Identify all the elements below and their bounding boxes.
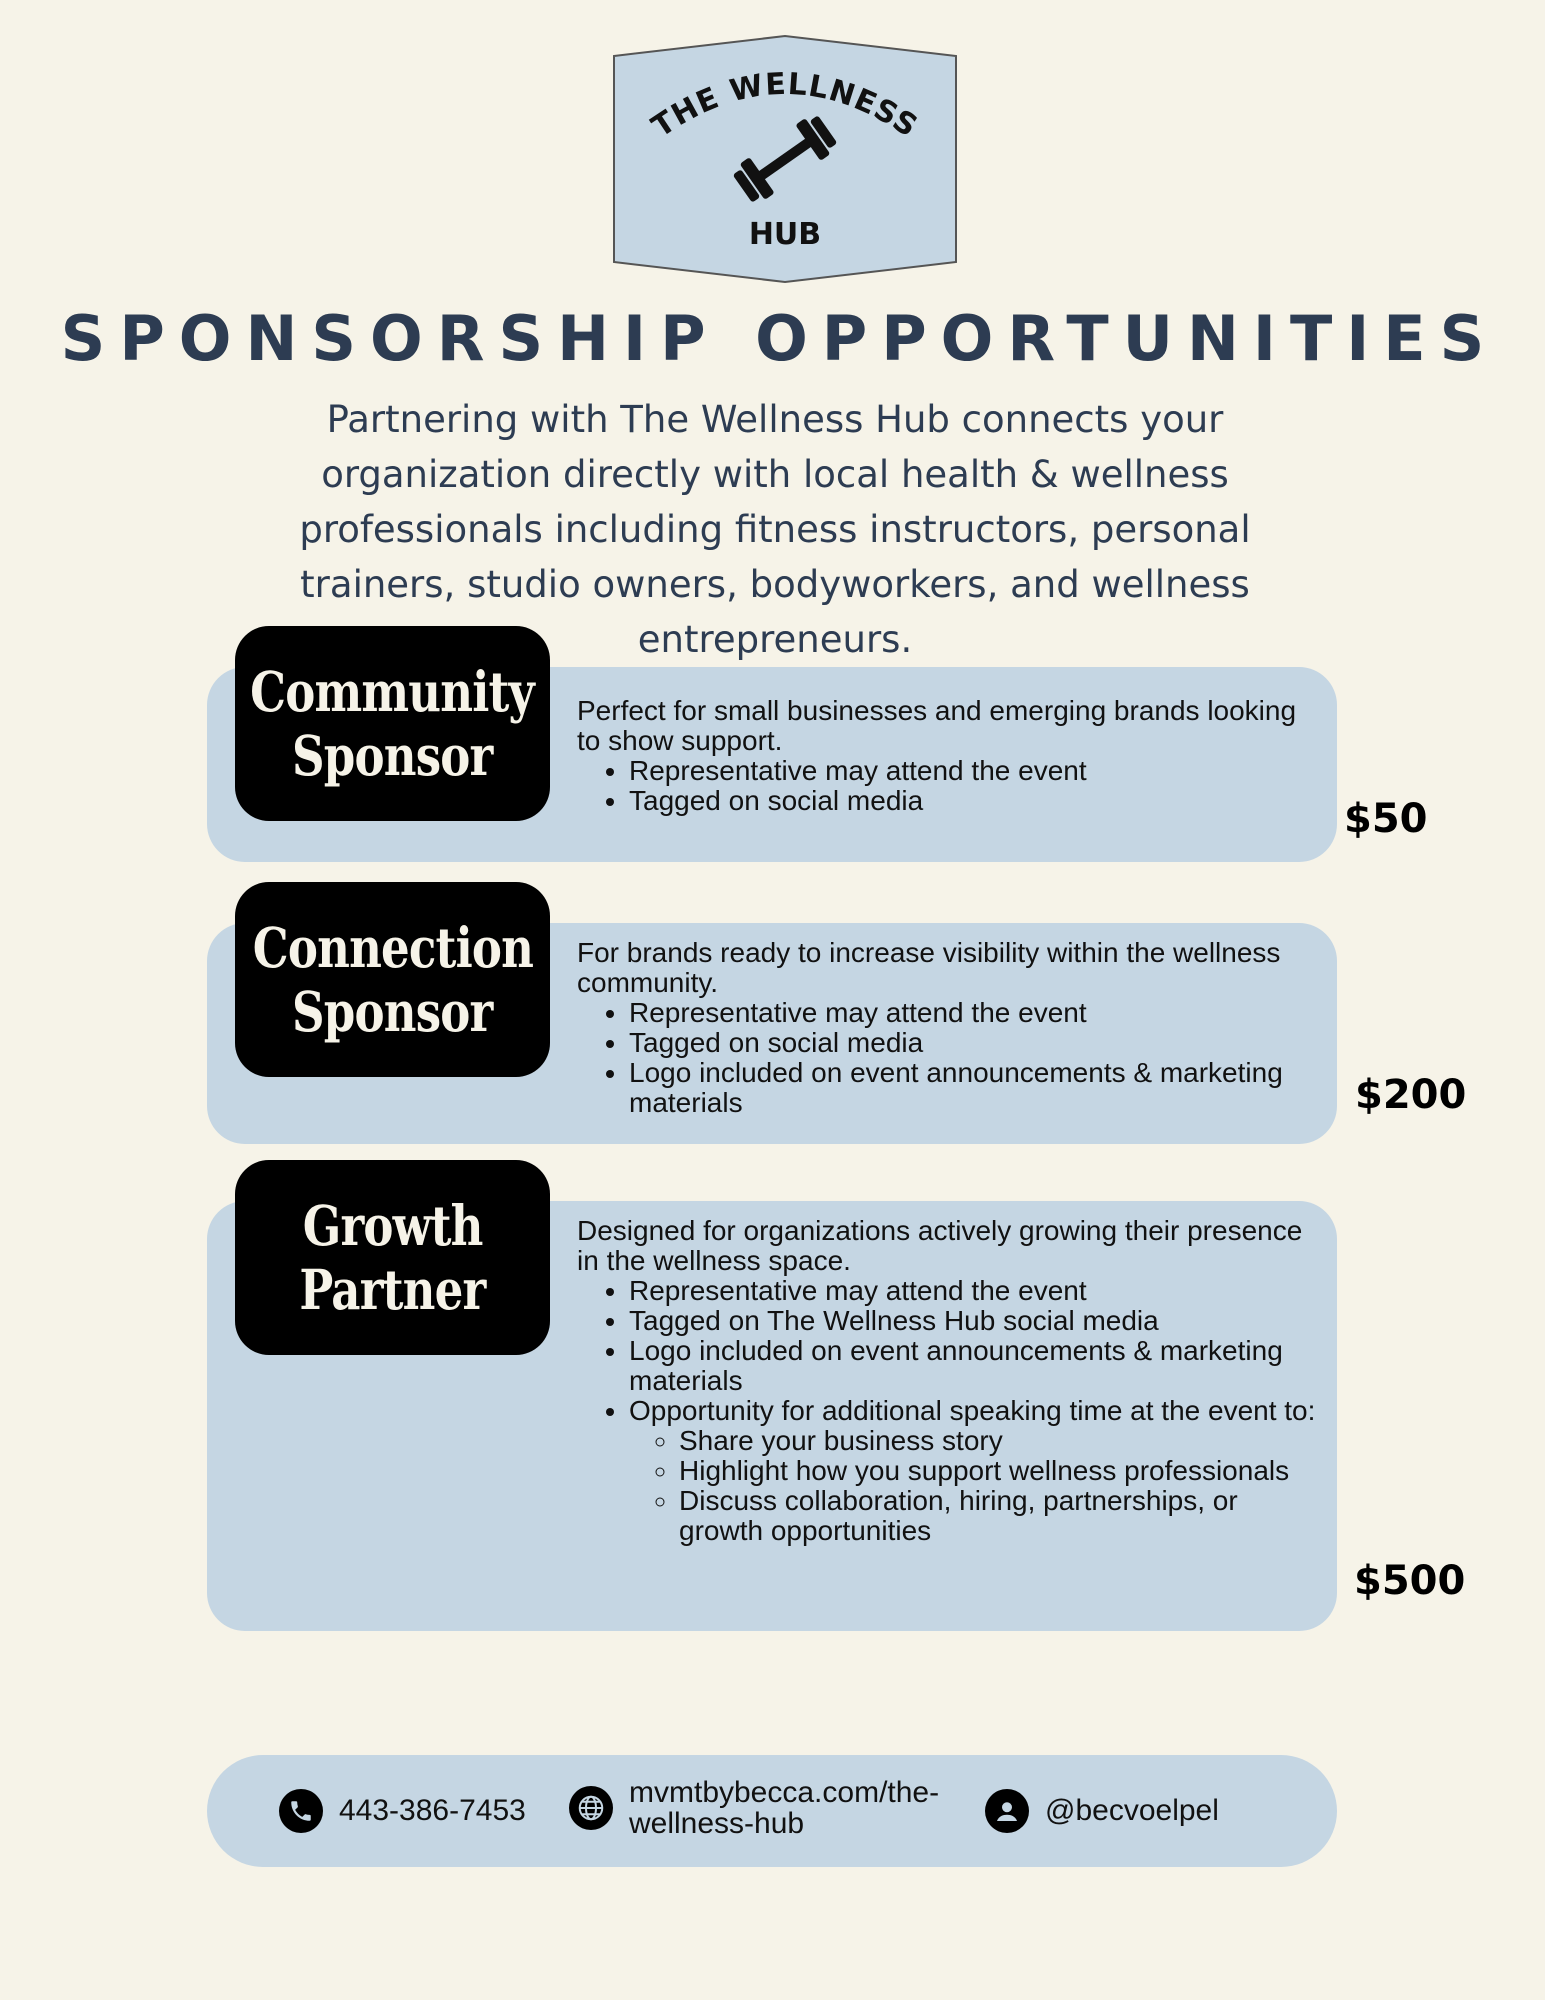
phone-icon: [279, 1789, 323, 1833]
benefit-list: [577, 1276, 1317, 1546]
tier-badge-growth: [235, 1160, 550, 1355]
website-contact[interactable]: [569, 1777, 959, 1839]
logo-top-text: THE WELLNESS: [645, 66, 925, 145]
tier-name-line1: Connection: [252, 914, 533, 980]
sub-benefit-item: ◦ Discuss collaboration, hiring, partnerships, or growth opportunities: [679, 1486, 1317, 1546]
benefit-item: • Representative may attend the event: [629, 1276, 1317, 1306]
globe-icon: [569, 1786, 613, 1830]
benefit-list: [577, 756, 1317, 816]
tier-name-line2: Sponsor: [292, 722, 493, 788]
sub-benefit-item: ◦ Highlight how you support wellness professionals: [679, 1456, 1317, 1486]
tier-name-line1: Growth: [302, 1192, 483, 1258]
benefit-item: • Logo included on event announcements & marketing materials: [629, 1336, 1317, 1396]
contact-footer: [207, 1755, 1337, 1867]
sub-benefit-item: ◦ Share your business story: [679, 1426, 1317, 1456]
social-contact[interactable]: [985, 1789, 1219, 1833]
intro-paragraph: Partnering with The Wellness Hub connects your organization directly with local health & wellness professionals including fitness instructors, personal trainers, studio owners, bodyworkers, and wellness entrepreneurs.: [299, 398, 1251, 661]
sub-benefit-list: [629, 1426, 1317, 1546]
user-icon: [985, 1789, 1029, 1833]
tier-description-growth: [577, 1216, 1317, 1546]
price-connection: $200: [1355, 1072, 1467, 1118]
logo-bottom-text: HUB: [748, 217, 822, 252]
benefit-item: • Representative may attend the event: [629, 756, 1317, 786]
tier-name-line1: Community: [250, 658, 535, 724]
tier-description-connection: [577, 938, 1317, 1118]
phone-number: 443-386-7453: [339, 1794, 526, 1827]
website-link: mvmtbybecca.com/the-wellness-hub: [629, 1776, 940, 1840]
price-growth: $500: [1354, 1558, 1466, 1604]
phone-contact[interactable]: [279, 1789, 526, 1833]
tier-badge-connection: [235, 882, 550, 1077]
social-handle: @becvoelpel: [1045, 1794, 1219, 1827]
tier-intro-text: For brands ready to increase visibility within the wellness community.: [577, 937, 1281, 998]
price-community: $50: [1344, 796, 1428, 842]
tier-description-community: [577, 696, 1317, 816]
page-title: SPONSORSHIP OPPORTUNITIES: [60, 302, 1499, 375]
benefit-item: • Logo included on event announcements & marketing materials: [629, 1058, 1317, 1118]
benefit-item: • Tagged on social media: [629, 786, 1317, 816]
tier-intro-text: Perfect for small businesses and emerging brands looking to show support.: [577, 695, 1297, 756]
wellness-hub-logo: [612, 34, 958, 284]
benefit-item: • Tagged on social media: [629, 1028, 1317, 1058]
benefit-item: • Opportunity for additional speaking time at the event to: ◦ Share your business story ◦ Highlight how you support wellness professionals ◦ Discuss collaboration, hiring, partnerships, or growth opportunities: [629, 1396, 1317, 1546]
tier-name-line2: Sponsor: [292, 978, 493, 1044]
tier-intro-text: Designed for organizations actively growing their presence in the wellness space.: [577, 1215, 1303, 1276]
tier-badge-community: [235, 626, 550, 821]
benefit-item: • Representative may attend the event: [629, 998, 1317, 1028]
tier-name-line2: Partner: [299, 1256, 486, 1322]
benefit-list: [577, 998, 1317, 1118]
benefit-item: • Tagged on The Wellness Hub social media: [629, 1306, 1317, 1336]
